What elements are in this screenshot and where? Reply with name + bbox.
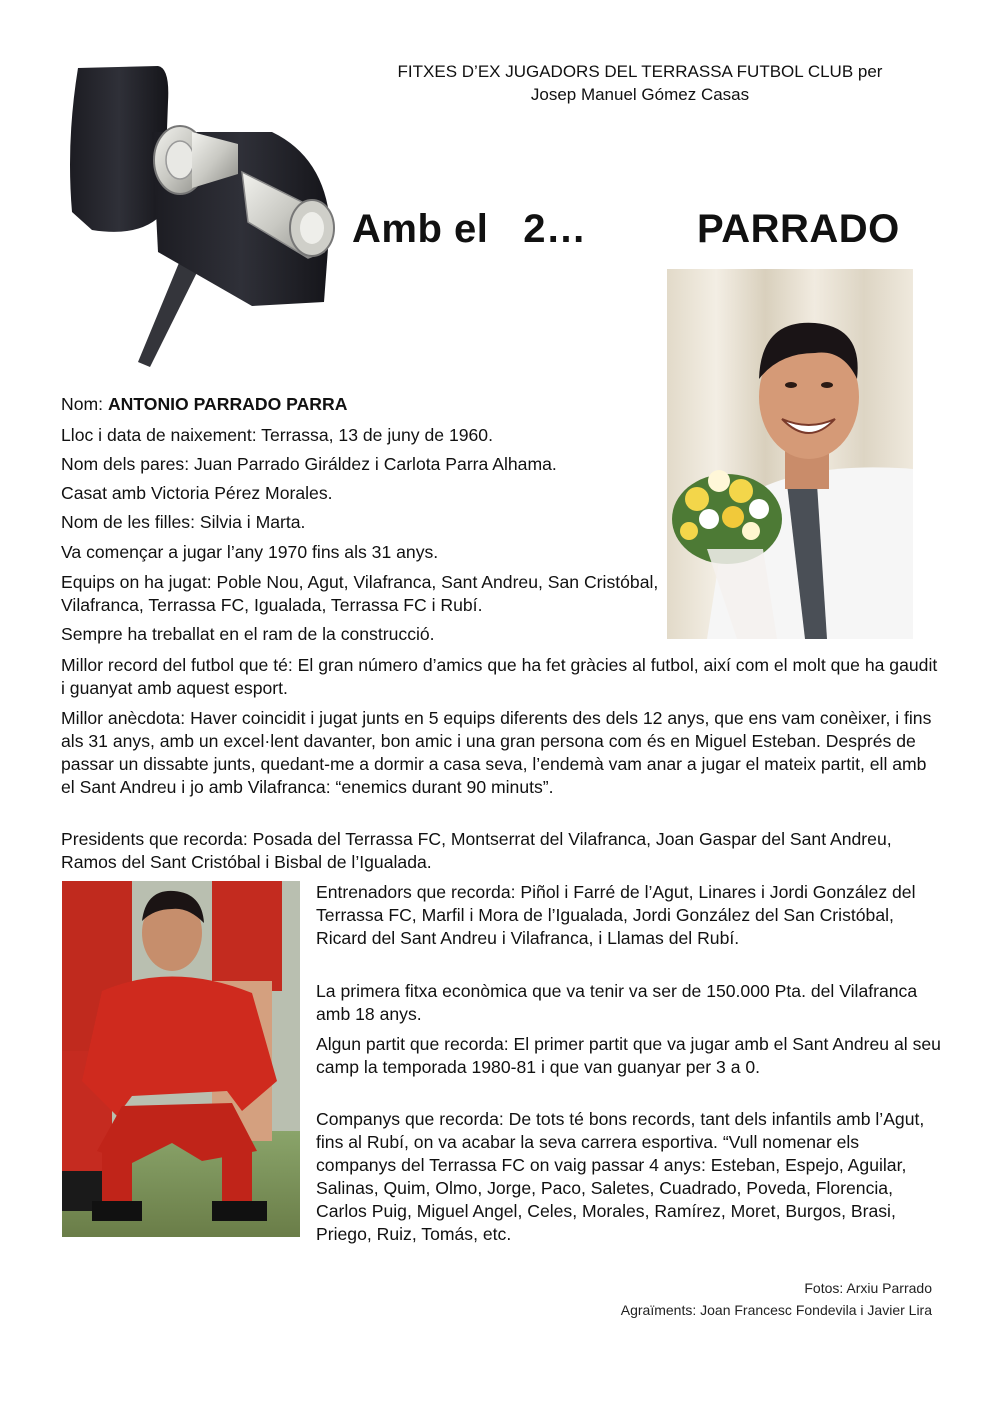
- team-photo: [62, 881, 300, 1237]
- bio-daughters: Nom de les filles: Silvia i Marta.: [61, 512, 306, 532]
- bio-first-contract: La primera fitxa econòmica que va tenir va ser de 150.000 Pta. del Vilafranca amb 18 anys.: [316, 981, 918, 1024]
- bio-best-memory: Millor record del futbol que té: El gran número d’amics que ha fet gràcies al futbol, així com el molt que ha gaudit i guanyat amb aquest esport.: [61, 655, 938, 698]
- header-author: Josep Manuel Gómez Casas: [530, 85, 750, 104]
- loudspeaker-icon: [62, 62, 344, 372]
- bio-coaches: Entrenadors que recorda: Piñol i Farré de l’Agut, Linares i Jordi González del Terrassa FC, Marfil i Mora de l’Igualada, Jordi González del San Cristóbal, Ricard del Sant Andreu i Vilafranca, i Llamas del Rubí.: [316, 882, 916, 948]
- bio-anecdote: Millor anècdota: Haver coincidit i jugat junts en 5 equips diferents des dels 12 anys, que ens vam conèixer, i fins als 31 anys, amb un excel·lent davanter, bon amic i una gran persona com és en Miguel Esteban. Després de passar un dissabte junts, quedant-me a dormir a casa seva, l’endemà vam anar a jugar el mateix partit, ell amb el Sant Andreu i jo amb Vilafranca: “enemics durant 90 minuts”.: [61, 708, 932, 797]
- bio-teammates: Companys que recorda: De tots té bons records, tant dels infantils amb l’Agut, fins al Rubí, on va acabar la seva carrera esportiva. “Vull nomenar els companys del Terrassa FC on vaig passar 4 anys: Esteban, Espejo, Aguilar, Salinas, Quim, Olmo, Jorge, Paco, Saletes, Cuadrado, Poveda, Florencia, Carlos Puig, Miguel Angel, Celes, Morales, Ramírez, Moret, Burgos, Brasi, Priego, Ruiz, Tomás, etc.: [316, 1109, 925, 1244]
- bio-presidents: Presidents que recorda: Posada del Terrassa FC, Montserrat del Vilafranca, Joan Gaspar del Sant Andreu, Ramos del Sant Cristóbal i Bisbal de l’Igualada.: [61, 829, 892, 872]
- bio-work: Sempre ha treballat en el ram de la construcció.: [61, 624, 435, 644]
- headline-number: Amb el 2…: [352, 207, 587, 251]
- bio-career: Va començar a jugar l’any 1970 fins als 31 anys.: [61, 542, 439, 562]
- bio-teams: Equips on ha jugat: Poble Nou, Agut, Vilafranca, Sant Andreu, San Cristóbal, Vilafranca, Terrassa FC, Igualada, Terrassa FC i Rubí.: [61, 572, 659, 615]
- header-title: FITXES D’EX JUGADORS DEL TERRASSA FUTBOL CLUB per: [397, 62, 883, 81]
- bio-married: Casat amb Victoria Pérez Morales.: [61, 483, 333, 503]
- bio-birth: Lloc i data de naixement: Terrassa, 13 de juny de 1960.: [61, 425, 493, 445]
- footer-photos: Fotos: Arxiu Parrado: [804, 1280, 932, 1296]
- bio-parents: Nom dels pares: Juan Parrado Giráldez i Carlota Parra Alhama.: [61, 454, 557, 474]
- headline-surname: PARRADO: [697, 207, 900, 251]
- bio-name: [61, 393, 661, 416]
- bio-match: Algun partit que recorda: El primer partit que va jugar amb el Sant Andreu al seu camp la temporada 1980-81 i que van guanyar per 3 a 0.: [316, 1034, 941, 1077]
- bio-name-label: Nom:: [61, 394, 108, 414]
- footer-thanks: Agraïments: Joan Francesc Fondevila i Javier Lira: [620, 1302, 932, 1318]
- bio-name-value: ANTONIO PARRADO PARRA: [107, 394, 348, 414]
- portrait-photo: [667, 269, 913, 639]
